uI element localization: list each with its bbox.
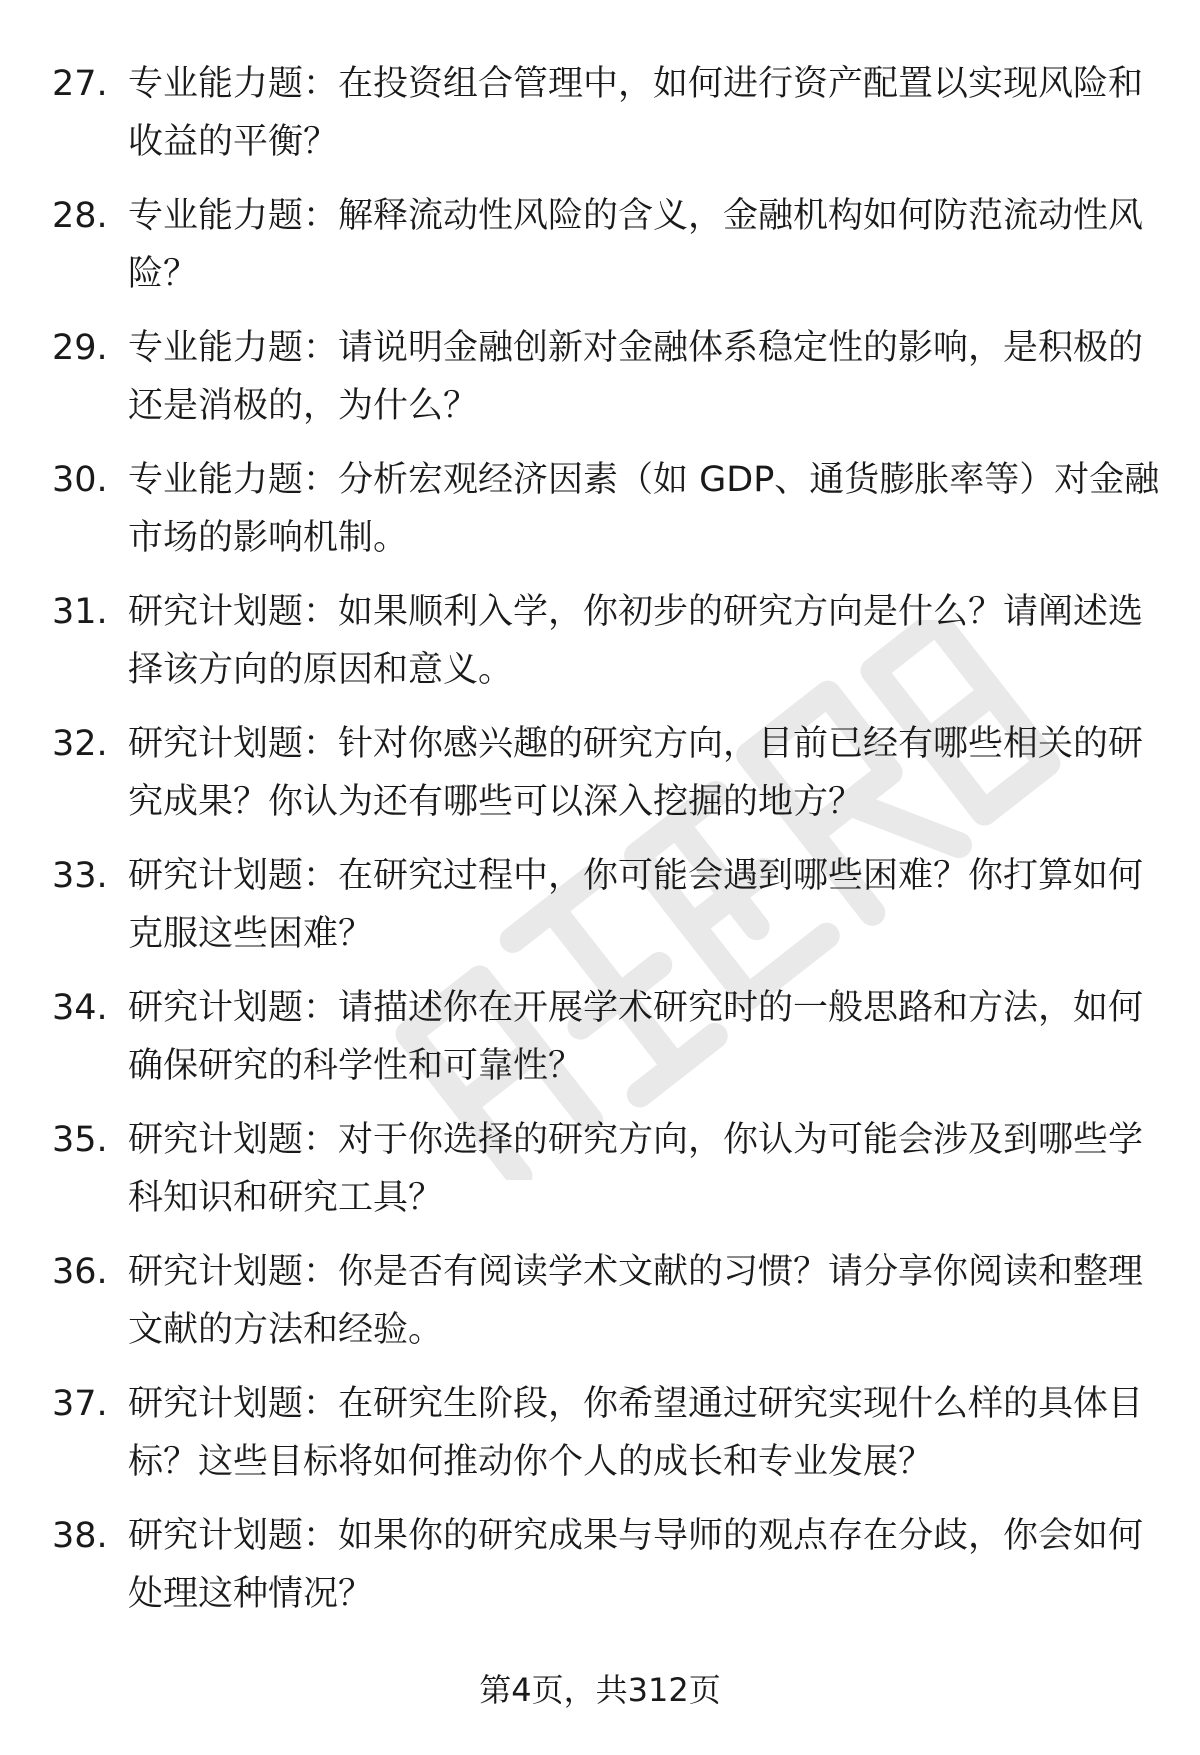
question-item — [0, 583, 1200, 715]
question-text: 研究计划题：在研究过程中，你可能会遇到哪些困难？你打算如何克服这些困难？ — [128, 856, 1144, 954]
question-item — [0, 1111, 1200, 1243]
question-number: 27. — [52, 64, 108, 104]
question-number: 33. — [52, 856, 108, 896]
question-number: 29. — [52, 328, 108, 368]
question-text: 研究计划题：如果你的研究成果与导师的观点存在分歧，你会如何处理这种情况？ — [128, 1516, 1144, 1614]
question-number: 34. — [52, 988, 108, 1028]
question-number: 28. — [52, 196, 108, 236]
question-number: 31. — [52, 592, 108, 632]
question-item — [0, 319, 1200, 451]
question-item — [0, 715, 1200, 847]
question-item — [0, 1243, 1200, 1375]
question-number: 36. — [52, 1252, 108, 1292]
question-item — [0, 187, 1200, 319]
page-footer: 第4页，共312页 — [479, 1671, 721, 1709]
question-item — [0, 1375, 1200, 1507]
question-item — [0, 847, 1200, 979]
question-text: 专业能力题：请说明金融创新对金融体系稳定性的影响，是积极的还是消极的，为什么？ — [128, 328, 1144, 426]
question-number: 38. — [52, 1516, 108, 1556]
question-text: 研究计划题：对于你选择的研究方向，你认为可能会涉及到哪些学科知识和研究工具？ — [128, 1120, 1144, 1218]
question-text: 研究计划题：如果顺利入学，你初步的研究方向是什么？请阐述选择该方向的原因和意义。 — [128, 592, 1144, 690]
question-number: 30. — [52, 460, 108, 500]
question-text: 专业能力题：分析宏观经济因素（如 GDP、通货膨胀率等）对金融市场的影响机制。 — [128, 460, 1160, 558]
question-number: 35. — [52, 1120, 108, 1160]
question-text: 研究计划题：在研究生阶段，你希望通过研究实现什么样的具体目标？这些目标将如何推动你个人的成长和专业发展？ — [128, 1384, 1144, 1482]
question-item — [0, 1507, 1200, 1639]
question-text: 专业能力题：在投资组合管理中，如何进行资产配置以实现风险和收益的平衡？ — [128, 64, 1144, 162]
question-text: 研究计划题：针对你感兴趣的研究方向，目前已经有哪些相关的研究成果？你认为还有哪些可以深入挖掘的地方？ — [128, 724, 1144, 822]
question-text: 研究计划题：请描述你在开展学术研究时的一般思路和方法，如何确保研究的科学性和可靠性？ — [128, 988, 1144, 1086]
question-list — [0, 55, 1200, 1639]
question-item — [0, 451, 1200, 583]
question-item — [0, 55, 1200, 187]
question-text: 研究计划题：你是否有阅读学术文献的习惯？请分享你阅读和整理文献的方法和经验。 — [128, 1252, 1144, 1350]
question-number: 37. — [52, 1384, 108, 1424]
question-number: 32. — [52, 724, 108, 764]
question-item — [0, 979, 1200, 1111]
question-text: 专业能力题：解释流动性风险的含义，金融机构如何防范流动性风险？ — [128, 196, 1144, 294]
